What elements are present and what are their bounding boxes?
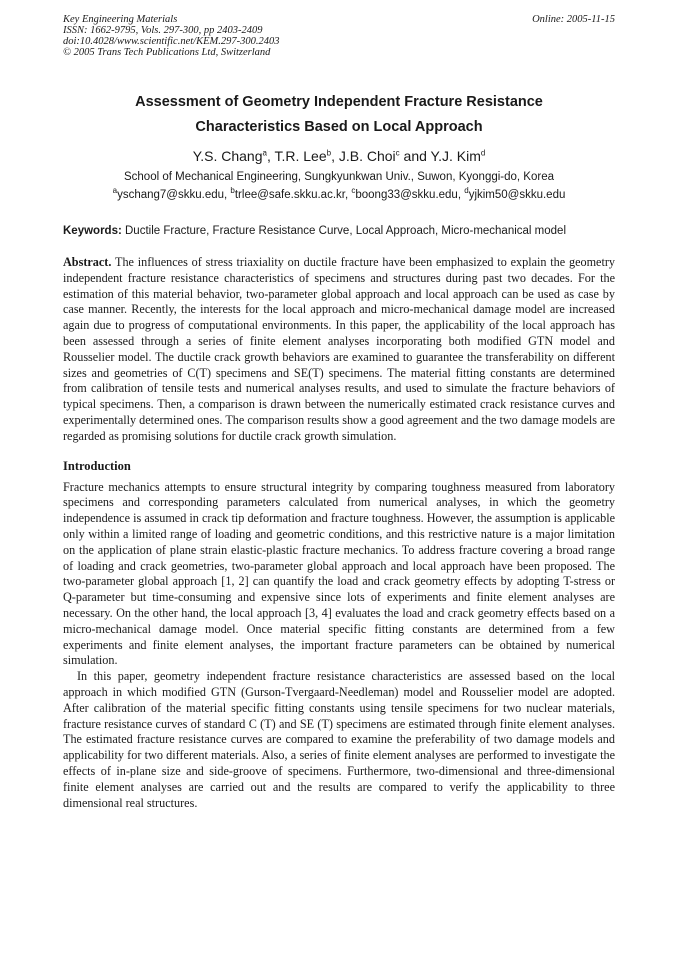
author-name: J.B. Choi xyxy=(338,148,396,164)
email-list xyxy=(63,187,615,203)
email-entry xyxy=(351,186,465,201)
doi-line[interactable]: doi:10.4028/www.scientific.net/KEM.297-300.2403 xyxy=(63,36,280,47)
author-separator: , xyxy=(266,148,275,164)
email-link[interactable]: trlee@safe.skku.ac.kr xyxy=(234,189,345,201)
journal-name: Key Engineering Materials xyxy=(63,14,178,25)
title-line-2: Characteristics Based on Local Approach xyxy=(195,119,483,135)
issn-line: ISSN: 1662-9795, Vols. 297-300, pp 2403-2409 xyxy=(63,25,263,36)
author xyxy=(339,148,431,164)
affiliation: School of Mechanical Engineering, Sungkyunkwan Univ., Suwon, Kyonggi-do, Korea xyxy=(123,171,554,183)
email-mark: c xyxy=(351,186,356,196)
author-separator: , xyxy=(331,148,339,164)
author-affil-mark: b xyxy=(326,148,332,158)
abstract-label: Abstract. xyxy=(63,255,112,269)
online-date: Online: 2005-11-15 xyxy=(532,14,615,25)
email-entry xyxy=(464,186,566,201)
email-mark: a xyxy=(112,186,118,196)
intro-paragraph-1: Fracture mechanics attempts to ensure structural integrity by comparing toughness measured from laboratory specimens and corresponding parameters calculated from numerical analyses, in which the geometry independence is assumed in crack tip deformation and fracture toughness. However, the assumption is applicable only within a limited range of loading and geometric conditions, and this restrictive nature is a major limitation on the application of plane strain elastic-plastic fracture mechanics. To address fracture covering a broad range of loading and crack geometries, two-parameter global approach and local approach have been proposed. The two-parameter global approach [1, 2] can quantify the load and crack geometry effects by adopting T-stress or Q-parameter but time-consuming and expensive since lots of experiments and finite element analyses are necessary. On the other hand, the local approach [3, 4] evaluates the load and crack geometry effects based on a micro-mechanical damage model. Once material specific fitting constants are determined from a few experiments and finite element analyses, the important fracture parameters can be obtained by numerical simulation. xyxy=(63,479,615,668)
journal-header xyxy=(63,14,615,60)
intro-paragraph-2: In this paper, geometry independent fracture resistance characteristics are assessed based on the local approach in which modified GTN (Gurson-Tvergaard-Needleman) model and Rousselier model are adopted. After calibration of the material specific fitting constants using tensile specimens for two nuclear materials, fracture resistance curves of standard C (T) and SE (T) specimens are estimated through finite element analyses. The estimated fracture resistance curves are compared to examine the preferability of two damage models and applicability for two different materials. Also, a series of finite element analyses are performed to investigate the effects of in-plane size and side-groove of specimens. Furthermore, two-dimensional and three-dimensional finite element analyses are carried out and the results are compared to verify the applicability to three dimensional real structures. xyxy=(63,669,615,810)
author-affil-mark: d xyxy=(480,148,486,158)
email-link[interactable]: yschang7@skku.edu xyxy=(117,189,225,201)
author-name: T.R. Lee xyxy=(274,148,327,164)
author xyxy=(193,148,275,164)
email-link[interactable]: boong33@skku.edu xyxy=(355,189,458,201)
author-affil-mark: a xyxy=(262,148,267,158)
author-affil-mark: c xyxy=(395,148,400,158)
abstract-text: The influences of stress triaxiality on ductile fracture have been emphasized to explain the geometry independent fracture resistance characteristics of specimens and structures during past two decades. For the estimation of this material behavior, two-parameter global approach and local approach can be used as case by case manner. Recently, the interests for the local approach and micro-mechanical damage model are increased again due to progress of computational environments. In this paper, the applicability of the local approach has been assessed through a series of finite element analyses incorporating both modified GTN model and Rousselier model. The ductile crack growth behaviors are examined to guarantee the transferability on different sizes and geometries of C(T) specimens and SE(T) specimens. The material fitting constants are determined from calibration of tensile tests and numerical analyses results, and used to simulate the fracture behaviors of typical specimens. Then, a comparison is drawn between the numerically estimated crack resistance curves and experimentally determined ones. The comparison results show a good agreement and the two damage models are regarded as promising solutions for ductile crack growth simulation. xyxy=(63,255,615,443)
keywords-text: Ductile Fracture, Fracture Resistance Curve, Local Approach, Micro-mechanical model xyxy=(121,225,567,237)
email-mark: b xyxy=(230,186,235,196)
author xyxy=(274,148,338,164)
email-separator: , xyxy=(224,189,231,201)
copyright-line: © 2005 Trans Tech Publications Ltd, Switzerland xyxy=(63,47,271,58)
title-line-1: Assessment of Geometry Independent Fracture Resistance xyxy=(135,94,543,110)
author xyxy=(431,148,486,164)
keywords xyxy=(63,223,615,239)
section-heading-introduction: Introduction xyxy=(63,458,131,473)
email-link[interactable]: yjkim50@skku.edu xyxy=(468,189,566,201)
email-entry xyxy=(112,186,231,201)
email-mark: d xyxy=(464,186,469,196)
email-separator: , xyxy=(344,189,352,201)
abstract xyxy=(63,255,615,445)
author-name: Y.J. Kim xyxy=(430,148,481,164)
author-list xyxy=(63,146,615,166)
paper-title xyxy=(63,90,615,140)
email-separator: , xyxy=(457,189,465,201)
keywords-label: Keywords: xyxy=(63,225,122,237)
email-entry xyxy=(230,186,352,201)
author-separator: and xyxy=(399,148,431,164)
author-name: Y.S. Chang xyxy=(192,148,263,164)
